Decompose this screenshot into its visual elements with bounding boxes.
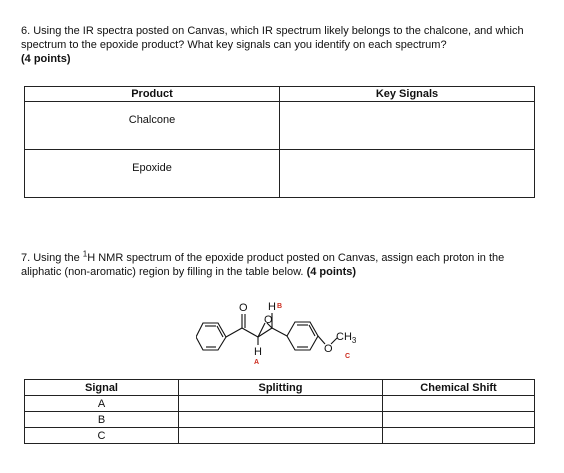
table-row xyxy=(25,102,535,150)
ir-table xyxy=(24,86,535,198)
ir-table-header-row xyxy=(25,87,535,102)
header-chemical-shift: Chemical Shift xyxy=(383,380,535,396)
proton-b-h-label: H xyxy=(268,301,276,313)
row-chalcone-label: Chalcone xyxy=(25,102,280,150)
signal-c-shift-cell[interactable] xyxy=(383,428,535,444)
question-6-points: (4 points) xyxy=(21,53,71,65)
question-6-text: 6. Using the IR spectra posted on Canvas, which IR spectrum likely belongs to the chalcone, and which spectrum to the epoxide product? What key signals can you identify on each spectrum? xyxy=(21,25,524,51)
header-splitting: Splitting xyxy=(179,380,383,396)
epoxide-oxygen-label: O xyxy=(264,314,273,326)
signal-a-splitting-cell[interactable] xyxy=(179,396,383,412)
question-7 xyxy=(21,251,541,279)
signal-c-label: C xyxy=(25,428,179,444)
question-6 xyxy=(21,24,541,66)
signal-b-shift-cell[interactable] xyxy=(383,412,535,428)
header-product: Product xyxy=(25,87,280,102)
proton-a-label: A xyxy=(254,359,260,366)
table-row xyxy=(25,150,535,198)
signal-a-shift-cell[interactable] xyxy=(383,396,535,412)
signal-a-label: A xyxy=(25,396,179,412)
proton-c-label: C xyxy=(345,353,351,360)
signal-b-label: B xyxy=(25,412,179,428)
table-row xyxy=(25,428,535,444)
signal-c-splitting-cell[interactable] xyxy=(179,428,383,444)
row-epoxide-label: Epoxide xyxy=(25,150,280,198)
header-key-signals: Key Signals xyxy=(280,87,535,102)
question-7-text-after: H NMR spectrum of the epoxide product posted on Canvas, assign each proton in the aliphatic (non-aromatic) region by filling in the table below. xyxy=(21,252,505,278)
question-7-points: (4 points) xyxy=(306,266,357,278)
row-chalcone-key-signals-cell[interactable] xyxy=(280,102,535,150)
header-signal: Signal xyxy=(25,380,179,396)
ether-oxygen-label: O xyxy=(324,343,333,355)
epoxide-structure xyxy=(196,292,376,368)
nmr-table-header-row xyxy=(25,380,535,396)
table-row xyxy=(25,396,535,412)
nmr-table xyxy=(24,379,535,444)
row-epoxide-key-signals-cell[interactable] xyxy=(280,150,535,198)
ch3-label: $CH_3$ xyxy=(336,331,357,345)
question-7-superscript: 1 xyxy=(82,249,88,259)
proton-a-h-label: H xyxy=(254,346,262,358)
question-7-text-before: 7. Using the xyxy=(21,252,83,264)
proton-b-label: B xyxy=(277,303,283,310)
carbonyl-oxygen-label: O xyxy=(239,302,248,314)
signal-b-splitting-cell[interactable] xyxy=(179,412,383,428)
table-row xyxy=(25,412,535,428)
